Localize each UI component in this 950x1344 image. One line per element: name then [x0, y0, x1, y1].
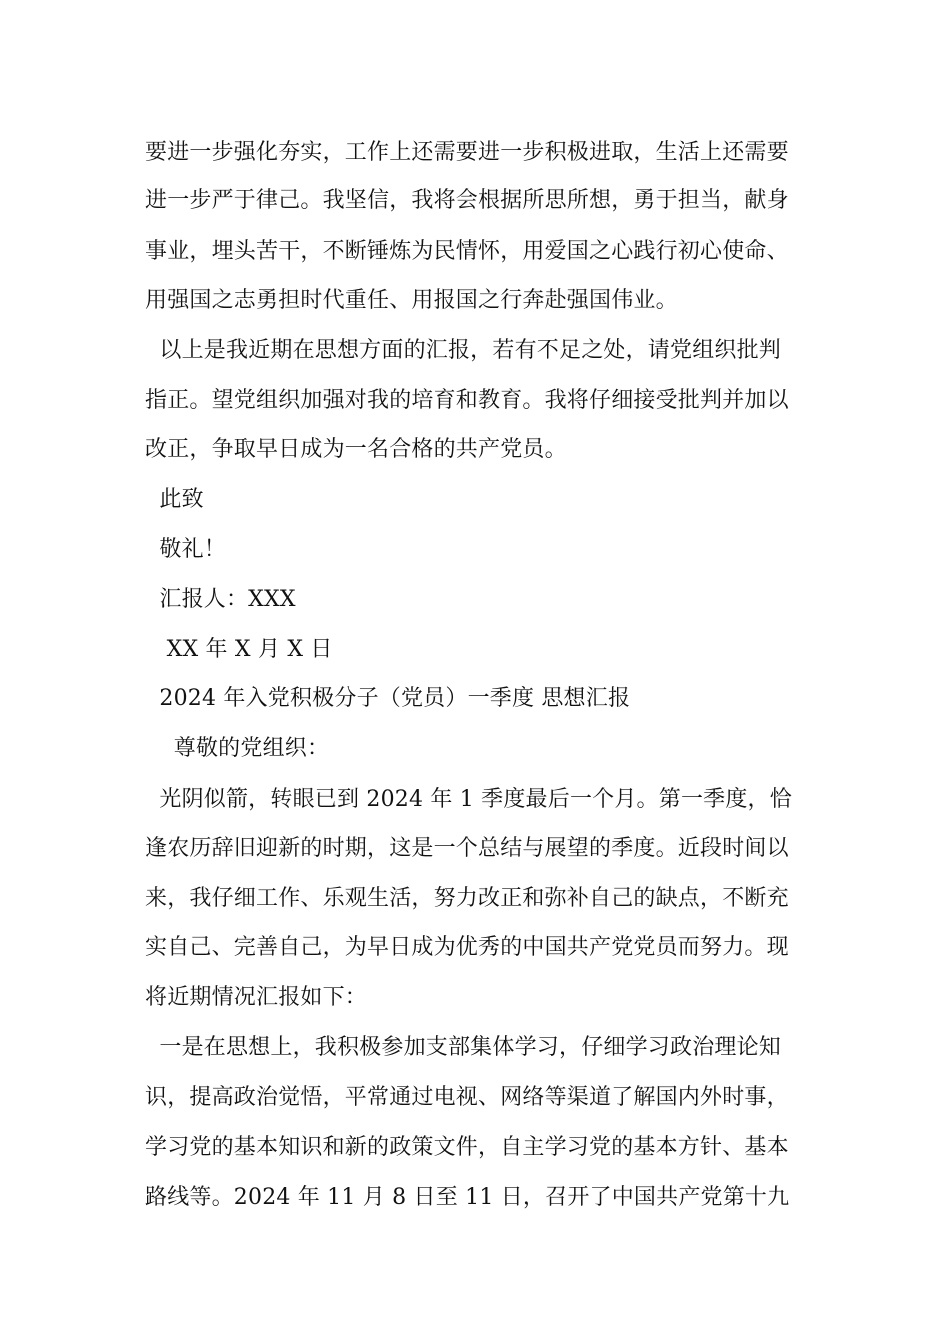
text-line: 来，我仔细工作、乐观生活，努力改正和弥补自己的缺点，不断充 [145, 886, 789, 911]
text-line: 指正。望党组织加强对我的培育和教育。我将仔细接受批判并加以 [145, 388, 789, 413]
text-line: 光阴似箭，转眼已到 2024 年 1 季度最后一个月。第一季度，恰 [145, 787, 792, 812]
text-line: 要进一步强化夯实，工作上还需要进一步积极进取，生活上还需要 [145, 140, 789, 165]
text-line: 用强国之志勇担时代重任、用报国之行奔赴强国伟业。 [145, 288, 678, 313]
text-line: 改正，争取早日成为一名合格的共产党员。 [145, 437, 567, 462]
greeting-line: 尊敬的党组织： [145, 736, 330, 761]
text-line: 一是在思想上，我积极参加支部集体学习，仔细学习政治理论知 [145, 1035, 781, 1060]
text-line: 实自己、完善自己，为早日成为优秀的中国共产党党员而努力。现 [145, 935, 789, 960]
section-title: 2024 年入党积极分子（党员）一季度 思想汇报 [145, 686, 631, 711]
text-line: 事业，埋头苦干，不断锤炼为民情怀，用爱国之心践行初心使命、 [145, 239, 789, 264]
text-line: 路线等。2024 年 11 月 8 日至 11 日，召开了中国共产党第十九 [145, 1185, 790, 1210]
text-line: 以上是我近期在思想方面的汇报，若有不足之处，请党组织批判 [145, 338, 781, 363]
text-line: 识，提高政治觉悟，平常通过电视、网络等渠道了解国内外时事， [145, 1085, 789, 1110]
closing-respect: 敬礼！ [145, 537, 226, 562]
closing-salutation: 此致 [145, 487, 204, 512]
date-line: XX 年 X 月 X 日 [145, 637, 333, 662]
reporter-line: 汇报人：XXX [145, 587, 296, 612]
text-line: 进一步严于律己。我坚信，我将会根据所思所想，勇于担当，献身 [145, 188, 789, 213]
text-line: 将近期情况汇报如下： [145, 985, 368, 1010]
text-line: 逢农历辞旧迎新的时期，这是一个总结与展望的季度。近段时间以 [145, 836, 789, 861]
text-line: 学习党的基本知识和新的政策文件，自主学习党的基本方针、基本 [145, 1135, 789, 1160]
